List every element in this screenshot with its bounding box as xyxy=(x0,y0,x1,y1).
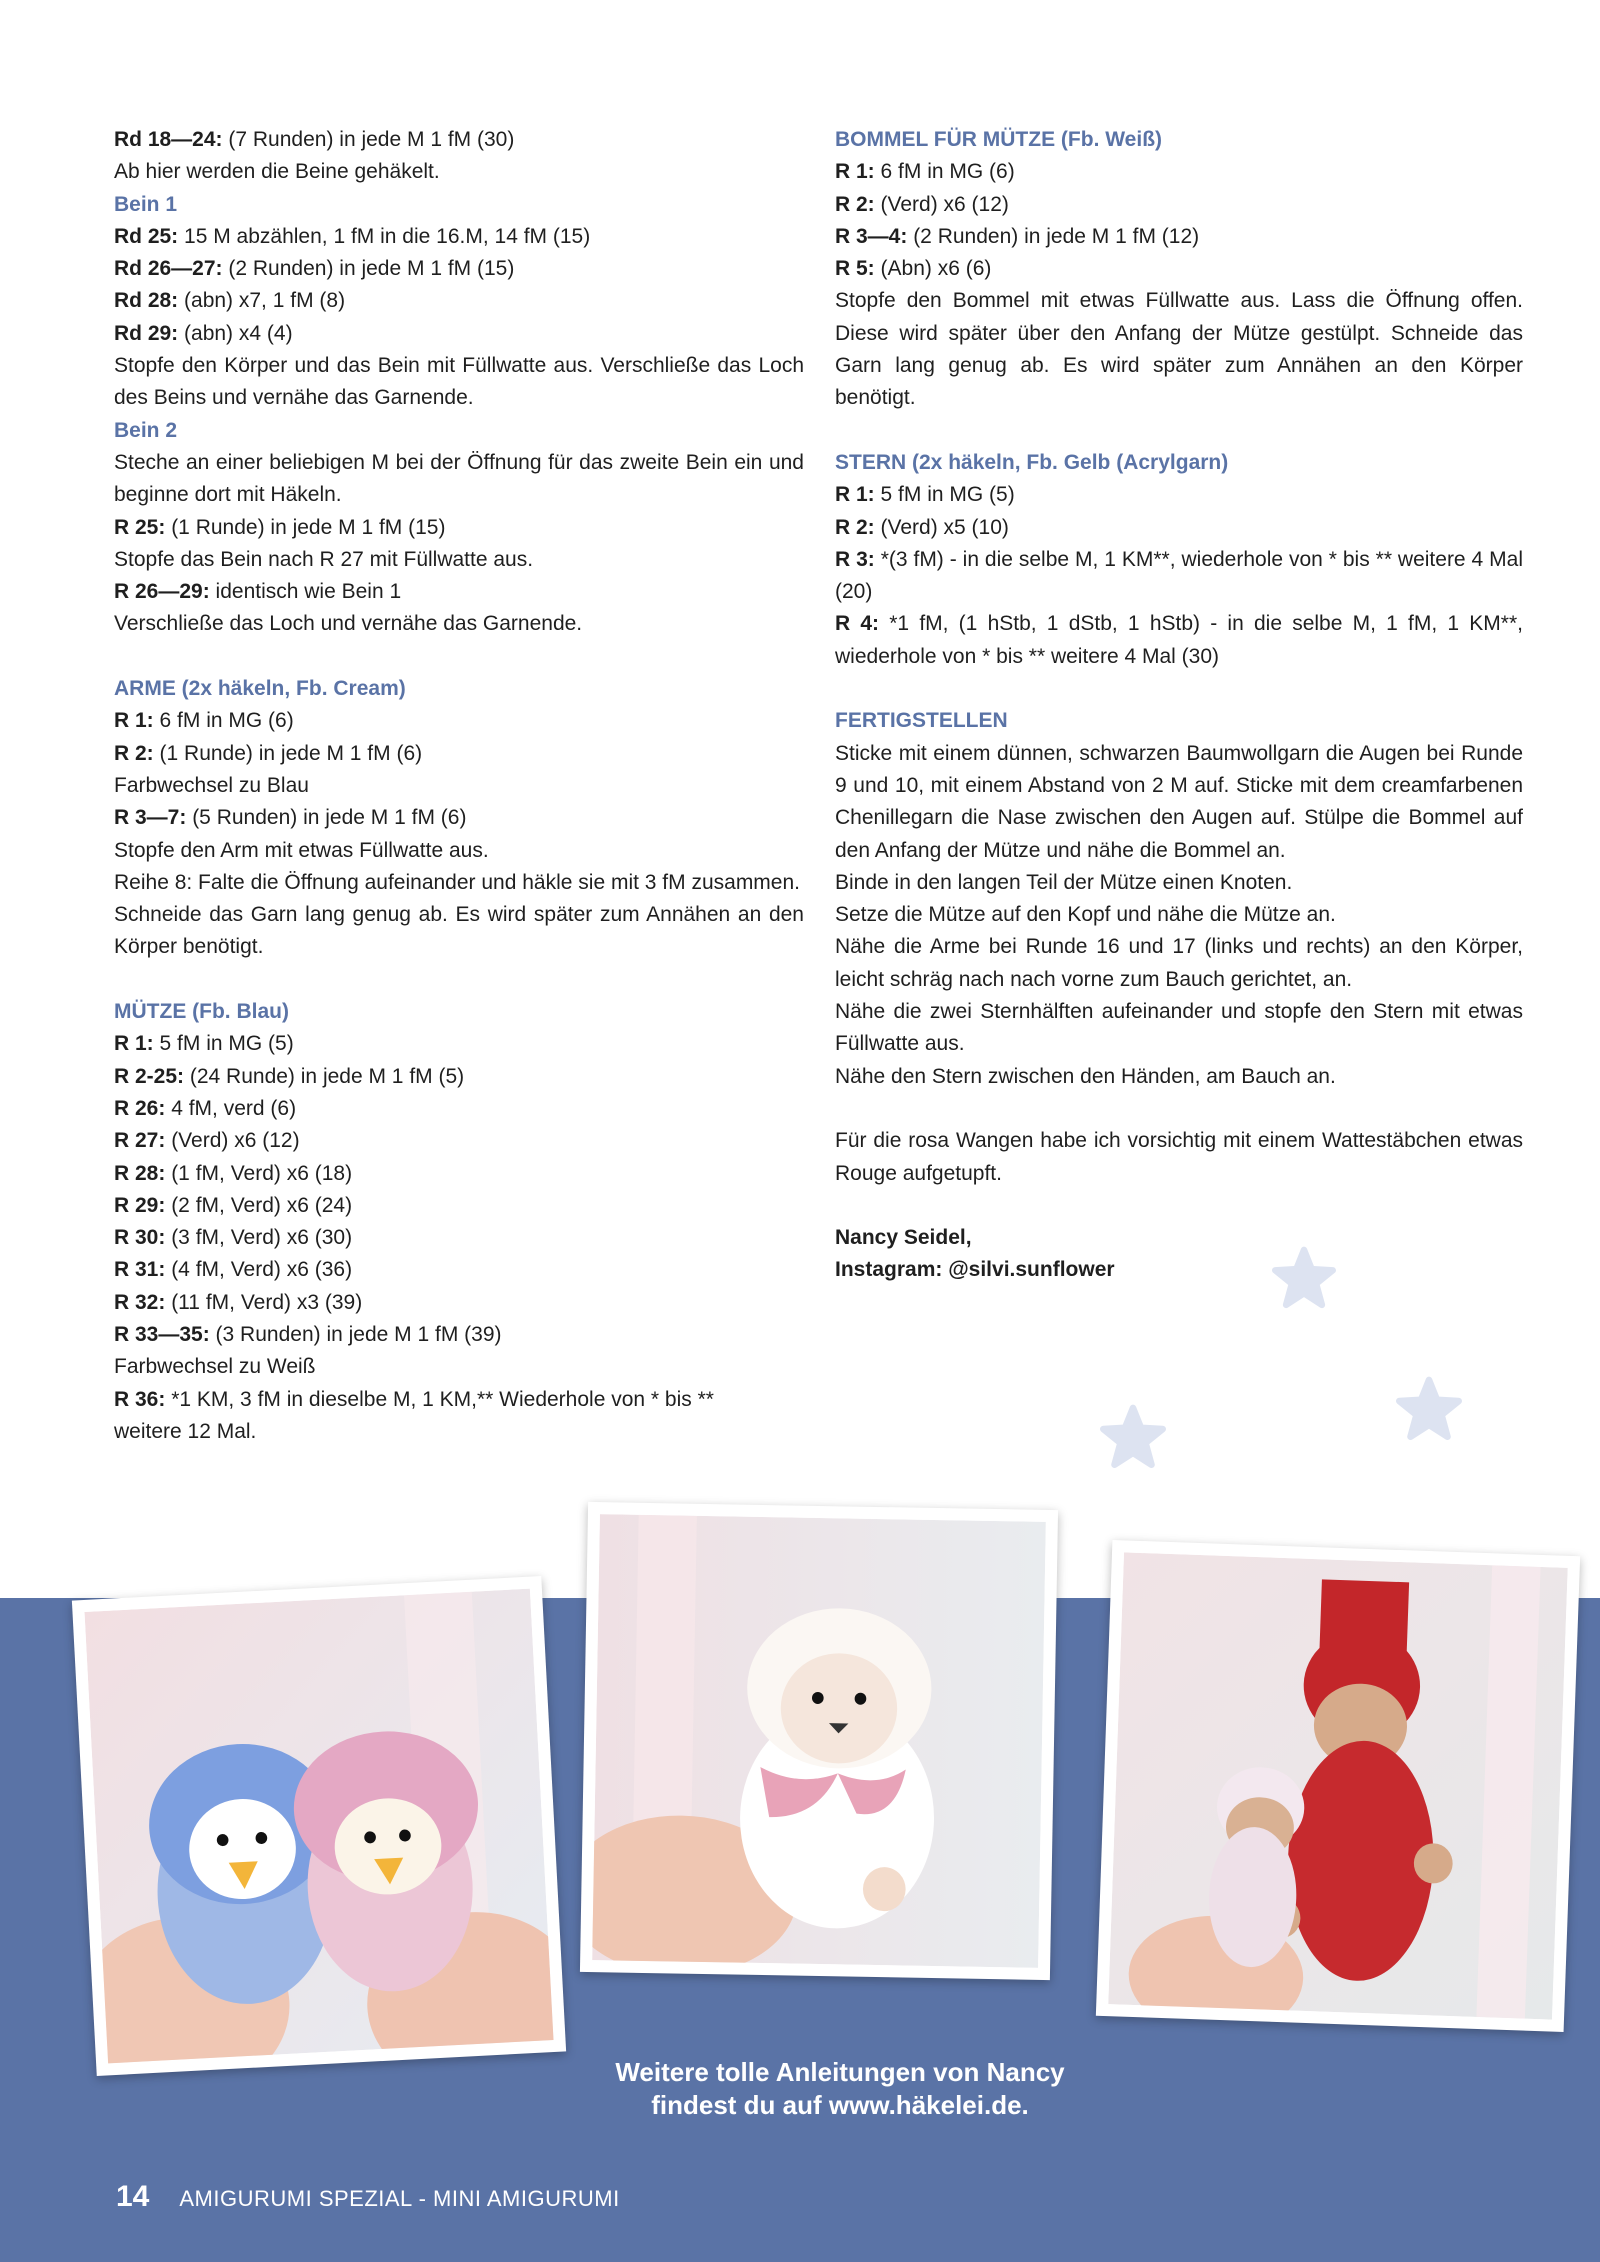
pattern-row xyxy=(835,221,1523,253)
pattern-row xyxy=(835,544,1523,609)
section-heading: ARME (2x häkeln, Fb. Cream) xyxy=(114,677,406,701)
row-instruction: (3 fM, Verd) x6 (30) xyxy=(165,1226,353,1250)
row-instruction: (5 Runden) in jede M 1 fM (6) xyxy=(186,806,467,830)
body-text: Farbwechsel zu Weiß xyxy=(114,1355,316,1379)
section-heading: MÜTZE (Fb. Blau) xyxy=(114,1000,289,1024)
pattern-row xyxy=(114,576,804,608)
row-label: R 3—4: xyxy=(835,224,908,248)
body-text: Verschließe das Loch und vernähe das Garnende. xyxy=(114,612,583,636)
pattern-row xyxy=(114,1319,804,1351)
row-label: R 26—29: xyxy=(114,580,210,604)
paragraph: Nähe die zwei Sternhälften aufeinander und stopfe den Stern mit etwas Füllwatte aus. xyxy=(835,1000,1523,1056)
row-label: Rd 26—27: xyxy=(114,257,223,281)
pattern-row xyxy=(835,189,1523,221)
spacer xyxy=(114,964,804,996)
row-label: R 2: xyxy=(835,192,875,216)
pattern-row xyxy=(835,479,1523,511)
row-instruction: identisch wie Bein 1 xyxy=(209,580,402,604)
pattern-row xyxy=(114,1254,804,1286)
row-instruction: *(3 fM) - in die selbe M, 1 KM**, wiederhole von * bis ** weitere 4 Mal (20) xyxy=(835,547,1523,604)
row-instruction: (1 Runde) in jede M 1 fM (15) xyxy=(165,515,446,539)
row-instruction: (4 fM, Verd) x6 (36) xyxy=(165,1258,353,1282)
left-column xyxy=(114,124,804,1448)
pattern-row xyxy=(114,1125,804,1157)
photo-sleepy-dolls xyxy=(1096,1540,1580,2032)
row-label: R 29: xyxy=(114,1193,166,1217)
row-label: R 27: xyxy=(114,1129,166,1153)
author-credit: Nancy Seidel, xyxy=(835,1226,972,1250)
pattern-row xyxy=(835,608,1523,673)
pattern-row xyxy=(114,253,804,285)
row-label: R 32: xyxy=(114,1290,166,1314)
paragraph: Stopfe den Körper und das Bein mit Füllwatte aus. Verschließe das Loch des Beins und vernähe das Garnende. xyxy=(114,354,804,410)
row-instruction: *1 fM, (1 hStb, 1 dStb, 1 hStb) - in die selbe M, 1 fM, 1 KM**, wiederhole von * bis ** weitere 4 Mal (30) xyxy=(835,612,1523,668)
row-instruction: (11 fM, Verd) x3 (39) xyxy=(165,1290,363,1314)
star-icon xyxy=(1100,1404,1166,1470)
body-text: Stopfe das Bein nach R 27 mit Füllwatte aus. xyxy=(114,547,534,571)
pattern-row xyxy=(114,1190,804,1222)
promo-text xyxy=(560,2056,1120,2122)
row-instruction: (1 fM, Verd) x6 (18) xyxy=(165,1161,353,1185)
row-label: R 3: xyxy=(835,547,875,571)
row-label: R 2-25: xyxy=(114,1064,185,1088)
pattern-row xyxy=(114,1061,804,1093)
page-footer xyxy=(116,2180,620,2214)
pattern-row xyxy=(114,1384,804,1416)
row-instruction: *1 KM, 3 fM in dieselbe M, 1 KM,** Wiederhole von * bis ** xyxy=(165,1387,714,1411)
row-label: R 30: xyxy=(114,1226,166,1250)
pattern-row xyxy=(114,1158,804,1190)
row-label: R 1: xyxy=(114,709,154,733)
row-label: Rd 29: xyxy=(114,321,179,345)
row-label: R 31: xyxy=(114,1258,166,1282)
page-number: 14 xyxy=(116,2180,150,2213)
body-text: Ab hier werden die Beine gehäkelt. xyxy=(114,160,440,184)
row-instruction: (Abn) x6 (6) xyxy=(874,257,992,281)
spacer xyxy=(835,415,1523,447)
section-heading: STERN (2x häkeln, Fb. Gelb (Acrylgarn) xyxy=(835,450,1229,474)
pattern-row xyxy=(114,318,804,350)
row-label: R 1: xyxy=(835,483,875,507)
pattern-row xyxy=(114,1287,804,1319)
promo-line-1: Weitere tolle Anleitungen von Nancy xyxy=(615,2057,1065,2087)
star-icon xyxy=(1396,1376,1462,1442)
pattern-row xyxy=(114,1093,804,1125)
row-label: R 36: xyxy=(114,1387,166,1411)
pattern-row xyxy=(114,124,804,156)
row-label: R 1: xyxy=(114,1032,154,1056)
pattern-row xyxy=(114,285,804,317)
body-text: weitere 12 Mal. xyxy=(114,1419,257,1443)
row-instruction: 6 fM in MG (6) xyxy=(874,160,1015,184)
paragraph: Stopfe den Bommel mit etwas Füllwatte aus. Lass die Öffnung offen. Diese wird später über den Anfang der Mütze gestülpt. Schneide das Garn lang genug ab. Es wird später zum Annähen an den Körper benötigt. xyxy=(835,289,1523,410)
row-label: R 5: xyxy=(835,257,875,281)
row-label: R 2: xyxy=(835,515,875,539)
pattern-row xyxy=(114,705,804,737)
paragraph: Sticke mit einem dünnen, schwarzen Baumwollgarn die Augen bei Runde 9 und 10, mit einem Abstand von 2 M auf. Sticke mit dem creamfarbenen Chenillegarn die Nase zwischen den Augen auf. Stülpe die Bommel auf den Anfang der Mütze und nähe die Bommel an. xyxy=(835,741,1523,862)
paragraph: Steche an einer beliebigen M bei der Öffnung für das zweite Bein ein und beginne dort mit Häkeln. xyxy=(114,450,804,507)
row-instruction: (3 Runden) in jede M 1 fM (39) xyxy=(209,1322,502,1346)
row-label: R 2: xyxy=(114,741,154,765)
pattern-row xyxy=(114,512,804,544)
body-text: Setze die Mütze auf den Kopf und nähe die Mütze an. xyxy=(835,903,1336,927)
photo-penguins xyxy=(72,1576,566,2076)
row-instruction: (2 Runden) in jede M 1 fM (12) xyxy=(907,224,1200,248)
row-label: Rd 25: xyxy=(114,224,179,248)
row-instruction: (abn) x7, 1 fM (8) xyxy=(178,289,346,313)
section-heading: Bein 1 xyxy=(114,192,178,216)
spacer xyxy=(835,1093,1523,1125)
pattern-row xyxy=(114,738,804,770)
spacer xyxy=(835,1190,1523,1222)
right-column xyxy=(835,124,1523,1287)
row-instruction: (7 Runden) in jede M 1 fM (30) xyxy=(222,128,515,151)
photo-lamb xyxy=(580,1502,1058,1980)
section-heading: Bein 2 xyxy=(114,418,178,442)
pattern-row xyxy=(114,1028,804,1060)
spacer xyxy=(835,673,1523,705)
body-text: Farbwechsel zu Blau xyxy=(114,773,309,797)
row-instruction: 15 M abzählen, 1 fM in die 16.M, 14 fM (15) xyxy=(178,224,591,248)
magazine-title: AMIGURUMI SPEZIAL - MINI AMIGURUMI xyxy=(179,2186,620,2211)
row-label: R 1: xyxy=(835,160,875,184)
row-instruction: (1 Runde) in jede M 1 fM (6) xyxy=(153,741,423,765)
star-icon xyxy=(1272,1246,1336,1310)
row-label: R 25: xyxy=(114,515,166,539)
pattern-row xyxy=(114,221,804,253)
author-credit: Instagram: @silvi.sunflower xyxy=(835,1258,1115,1282)
row-label: R 28: xyxy=(114,1161,166,1185)
row-instruction: (abn) x4 (4) xyxy=(178,321,293,345)
section-heading: FERTIGSTELLEN xyxy=(835,709,1008,733)
row-instruction: (Verd) x5 (10) xyxy=(874,515,1009,539)
row-instruction: 5 fM in MG (5) xyxy=(153,1032,294,1056)
pattern-row xyxy=(835,512,1523,544)
row-label: R 26: xyxy=(114,1096,166,1120)
body-text: Stopfe den Arm mit etwas Füllwatte aus. xyxy=(114,838,489,862)
pattern-row xyxy=(114,1222,804,1254)
body-text: Reihe 8: Falte die Öffnung aufeinander und häkle sie mit 3 fM zusammen. xyxy=(114,870,800,894)
spacer xyxy=(114,641,804,673)
row-label: R 4: xyxy=(835,612,880,636)
pattern-row xyxy=(835,253,1523,285)
row-label: Rd 18—24: xyxy=(114,128,223,151)
body-text: Binde in den langen Teil der Mütze einen Knoten. xyxy=(835,870,1293,894)
paragraph: Für die rosa Wangen habe ich vorsichtig mit einem Wattestäbchen etwas Rouge aufgetupft. xyxy=(835,1129,1523,1185)
section-heading: BOMMEL FÜR MÜTZE (Fb. Weiß) xyxy=(835,128,1163,151)
row-instruction: (Verd) x6 (12) xyxy=(165,1129,300,1153)
body-text: Nähe den Stern zwischen den Händen, am Bauch an. xyxy=(835,1064,1336,1088)
row-instruction: 6 fM in MG (6) xyxy=(153,709,294,733)
paragraph: Schneide das Garn lang genug ab. Es wird später zum Annähen an den Körper benötigt. xyxy=(114,903,804,959)
pattern-row xyxy=(835,156,1523,188)
row-instruction: (24 Runde) in jede M 1 fM (5) xyxy=(184,1064,465,1088)
paragraph: Nähe die Arme bei Runde 16 und 17 (links und rechts) an den Körper, leicht schräg nach nach vorne zum Bauch gerichtet, an. xyxy=(835,935,1523,991)
promo-line-2: findest du auf www.häkelei.de. xyxy=(651,2090,1029,2120)
row-instruction: (2 Runden) in jede M 1 fM (15) xyxy=(222,257,515,281)
row-label: R 3—7: xyxy=(114,806,187,830)
pattern-row xyxy=(114,802,804,834)
row-label: Rd 28: xyxy=(114,289,179,313)
row-instruction: 5 fM in MG (5) xyxy=(874,483,1015,507)
row-label: R 33—35: xyxy=(114,1322,210,1346)
row-instruction: (Verd) x6 (12) xyxy=(874,192,1009,216)
row-instruction: 4 fM, verd (6) xyxy=(165,1096,297,1120)
row-instruction: (2 fM, Verd) x6 (24) xyxy=(165,1193,353,1217)
